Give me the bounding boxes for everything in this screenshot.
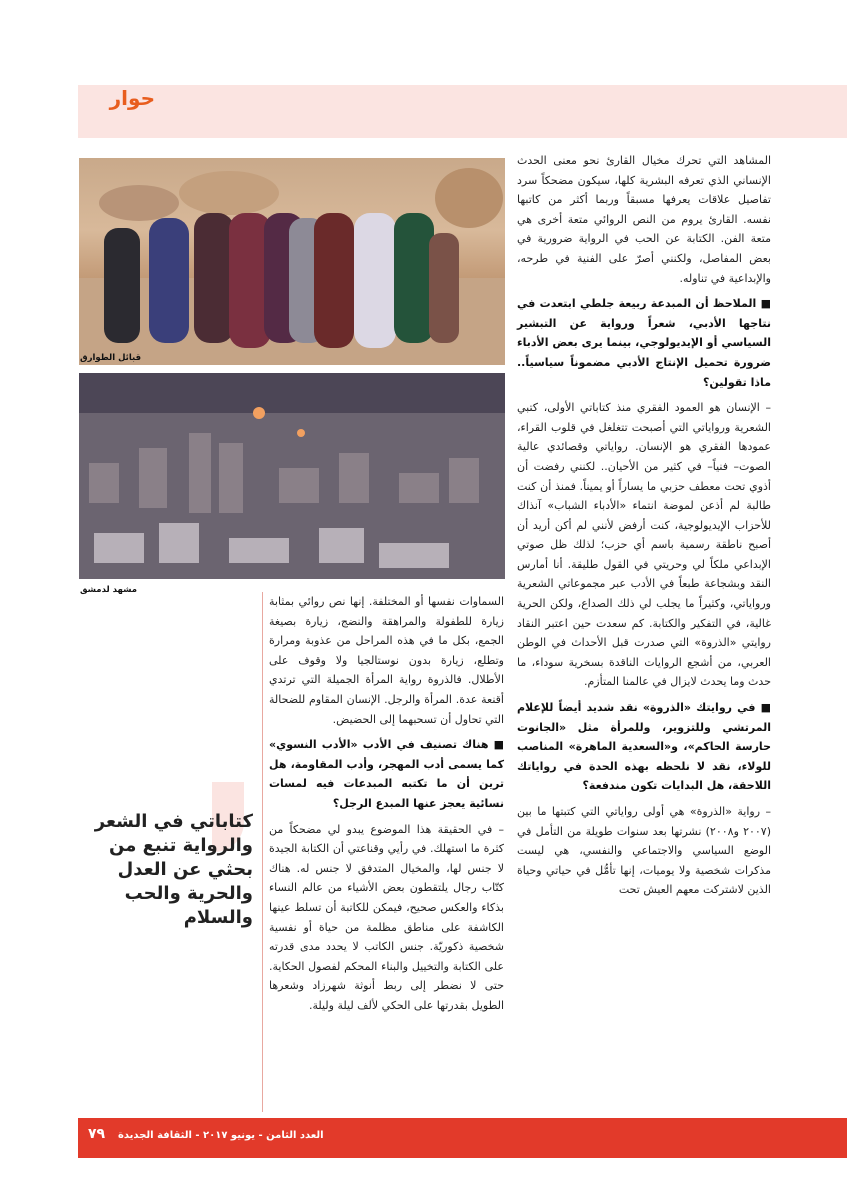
photo-damascus-graphic [79,373,505,579]
paragraph: – في الحقيقة هذا الموضوع يبدو لي مضحكاً من كثرة ما استهلك. في رأيي وقناعتي أن الكتابة الجيدة لا جنس لها، والمخيال المتدفق لا جنس له. هناك كتّاب رجال يلتقطون بعض الأشياء من عالم النساء بذكاء والعكس صحيح، فيمكن للكاتبة أن تسلط عينها الكاشفة على مناطق مظلمة من حياة أو نفسية شخصية ذكوريّة. جنس الكاتب لا يحدد مدى قدرته على الكتابة والتخييل والبناء المحكم لفصول الحكاية. حتى لا نضطر إلى ربط أنوثة شهرزاد وشعرها الطويل بقدرتها على الحكي لألف ليلة وليلة. [269,822,504,1012]
photo-damascus [79,373,505,579]
paragraph: السماوات نفسها أو المختلفة. إنها نص روائي بمثابة زيارة للطفولة والمراهقة والنضج، زيارة بصيغة الجمع، بكل ما في هذه المراحل من عذوبة ومرارة وتطلع، زيارة بدون نوستالجيا ولا وقوف على الأطلال. فالذروة رواية المرأة الجميلة التي ترتدي أقنعة عدة. المرأة والرجل. الإنسان المقاوم للضحالة التي تحاول أن تسحبهما إلى الحضيض. [269,595,504,726]
article-column-middle [269,592,504,1021]
header-band [78,85,847,138]
page-number: ٧٩ [88,1126,106,1142]
issue-info: العدد الثامن - يونيو ٢٠١٧ - الثقافة الجديدة [118,1130,324,1141]
article-column-right [517,151,771,906]
interview-question: ■ هناك تصنيف في الأدب «الأدب النسوي» كما يسمى أدب المهجر، وأدب المقاومة، هل ترين أن ما تكتبه المبدعات فيه لمسات نسائية يعجز عنها المبدع الرجل؟ [269,738,504,810]
photo-tuareg [79,158,505,365]
paragraph: المشاهد التي تحرك مخيال القارئ نحو معنى الحدث الإنساني الذي تعرفه البشرية كلها، سيكون مضحكاً سرد تفاصيل علاقات يعرفها مسبقاً وربما أكثر من كاتبها نفسه. القارئ يروم من النص الروائي متعة أخرى هي متعة الفن. الكتابة عن الحب في الرواية ضرورية في بعض المفاصل، ولكنني أصرّ على الفنية في طرحه، والإبداعية في تناوله. [517,154,771,285]
pull-quote: كتاباتي في الشعر والرواية تنبع من بحثي عن العدل والحرية والحب والسلام [94,811,253,928]
photo-tuareg-graphic [79,158,505,365]
paragraph: – رواية «الذروة» هي أولى رواياتي التي كتبتها ما بين (٢٠٠٧ و٢٠٠٨) نشرتها بعد سنوات طويلة من التأمل في الوضع السياسي والاجتماعي والنفسي، هي ليست مذكرات شخصية ولا يوميات، إنها تأمُّل في حياتي وحياة الذين لاشتركت معهم العيش تحت [517,805,772,897]
column-divider [262,592,263,1112]
section-label: حوار [109,86,155,110]
interview-question: ■ الملاحظ أن المبدعة ربيعة جلطي ابتعدت في نتاجها الأدبي، شعراً ورواية عن التبشير السياسي أو الإيديولوجي، بينما يرى بعض الأدباء ضرورة تحميل الإنتاج الأدبي مضموناً سياسياً.. ماذا تقولين؟ [517,297,771,389]
interview-question: ■ في روايتك «الذروة» نقد شديد أيضاً للإعلام المرتشي وللتزوير، وللمرأة مثل «الجانوت حارسة الحاكم»، و«السعدية الماهرة» المناصب للولاء، نقد لا نلحظه بهذه الحدة في رواياتك اللاحقة، هل البدايات تكون مندفعة؟ [517,701,771,793]
paragraph: – الإنسان هو العمود الفقري منذ كتاباتي الأولى، كتبي الشعرية ورواياتي التي أصبحت تتغلغل في قلوب القراء، عمودها الفقري هو الإنسان. رواياتي وقصائدي عالية الصوت– فنياً– في كثير من الأحيان.. لكنني رفضت أن أذوي تحت معطف حزبي ما يساراً أو يميناً. فمنذ أن كنت طالبة لم أذعن لموضة انتماء «الأدباء الشباب» آنذاك للأحزاب الإيديولوجية، كنت أرفض لأنني لم أكن أريد أن أصبح ناطقة رسمية باسم أي حزب؛ لذلك ظل صوتي الإبداعي ملكاً لي وحريتي في القول طليقة. أنا أمارس النقد وبشجاعة طبعاً في الأدب عبر مجموعاتي الشعرية ورواياتي، وكثيراً ما يجلب لي ذلك الصداع، ولكن الحرية غالية، في التفكير والكتابة. كم سعدت حين اعتبر النقاد روايتي «الذروة» التي صدرت قبل الأحداث في الوطن العربي، من أشجع الروايات الناقدة بسخرية سوداء، ما حدث وما يحدث لايزال في عالمنا المتأزم. [517,401,771,689]
caption-damascus: مشهد لدمشق [80,585,138,595]
caption-tuareg: قبائل الطوارق [80,353,142,363]
